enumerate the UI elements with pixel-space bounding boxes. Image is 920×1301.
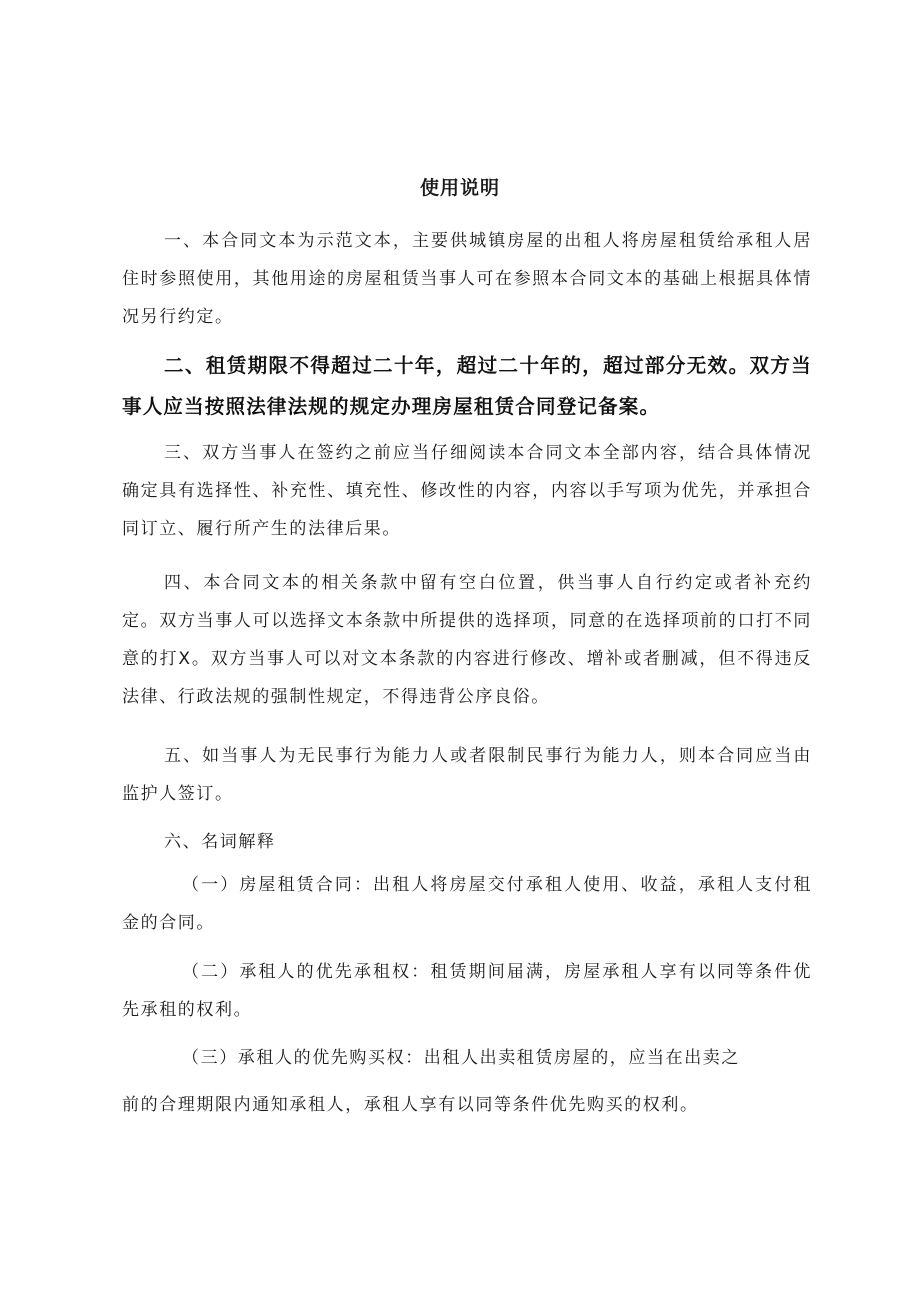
paragraph-definitions-heading: 六、名词解释 [164, 832, 276, 852]
definition-priority-renting: （二）承租人的优先承租权：租赁期间届满，房屋承租人享有以同等条件优先承租的权利。 [122, 962, 812, 1020]
page-title: 使用说明 [419, 177, 500, 199]
definition-lease-contract: （一）房屋租赁合同：出租人将房屋交付承租人使用、收益，承租人支付租金的合同。 [122, 875, 812, 933]
paragraph-blank-fields: 四、本合同文本的相关条款中留有空白位置，供当事人自行约定或者补充约定。双方当事人可以选择文本条款中所提供的选择项，同意的在选择项前的口打不同意的打X。双方当事人可以对文本条款的内容进行修改、增补或者删减，但不得违反法律、行政法规的强制性规定，不得违背公序良俗。 [122, 573, 812, 707]
definition-priority-purchase-line1: （三）承租人的优先购买权：出租人出卖租赁房屋的，应当在出卖之 [182, 1048, 740, 1068]
paragraph-lease-term: 二、租赁期限不得超过二十年，超过二十年的，超过部分无效。双方当事人应当按照法律法规的规定办理房屋租赁合同登记备案。 [122, 354, 812, 418]
paragraph-guardian-signing: 五、如当事人为无民事行为能力人或者限制民事行为能力人，则本合同应当由监护人签订。 [122, 746, 812, 804]
definition-priority-purchase-line2: 前的合理期限内通知承租人，承租人享有以同等条件优先购买的权利。 [122, 1095, 699, 1115]
paragraph-read-before-signing: 三、双方当事人在签约之前应当仔细阅读本合同文本全部内容，结合具体情况确定具有选择性、补充性、填充性、修改性的内容，内容以手写项为优先，并承担合同订立、履行所产生的法律后果。 [122, 443, 812, 539]
paragraph-usage-scope: 一、本合同文本为示范文本，主要供城镇房屋的出租人将房屋租赁给承租人居住时参照使用，其他用途的房屋租赁当事人可在参照本合同文本的基础上根据具体情况另行约定。 [122, 231, 812, 327]
